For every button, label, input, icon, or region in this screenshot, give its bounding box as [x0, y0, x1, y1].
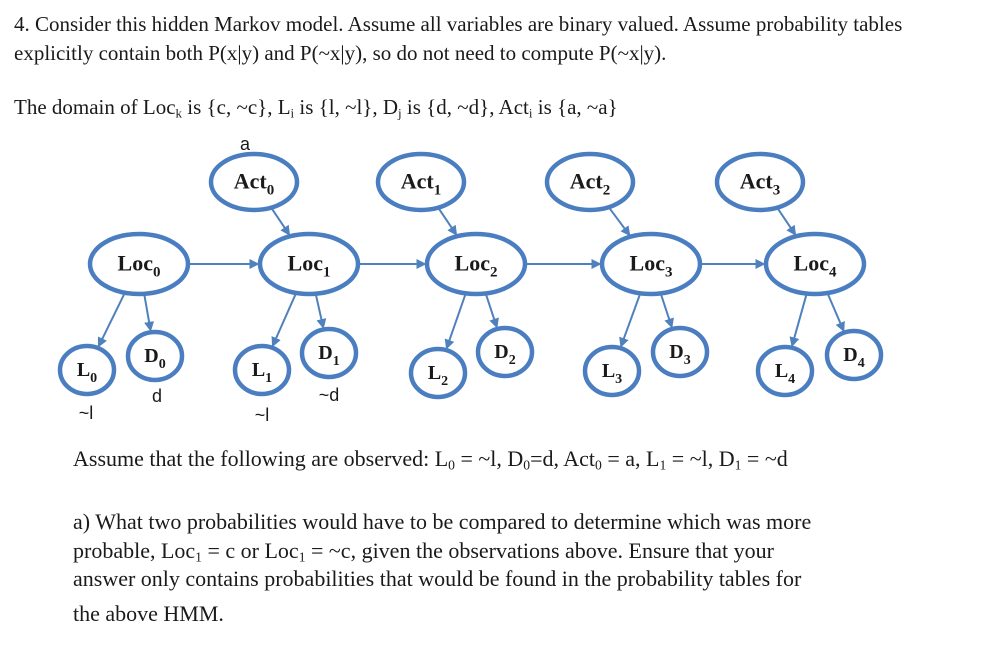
observations-statement: Assume that the following are observed: $L_0$ = ~l, $D_0=d$, Act$_0$ = a, $L_1$ = ~l, $D_1$ = ~d: [73, 446, 788, 473]
node-d1-label: $D_1$: [318, 342, 340, 369]
node-act3: [717, 154, 803, 210]
d0-value-note: d: [151, 386, 163, 406]
node-loc0: [90, 234, 188, 294]
act0-value-note: a: [239, 134, 251, 154]
part-a-line-2: probable, Loc$_1$ = c or Loc$_1$ = ~c, given the observations above. Ensure that your: [73, 538, 774, 565]
node-act3-label: Act$_3$: [739, 168, 781, 199]
l1-value-note: ~l: [254, 405, 270, 425]
edge-loc1-to-l1: [273, 293, 296, 345]
node-d3: [653, 328, 707, 376]
edge-loc0-to-d0: [144, 294, 150, 330]
node-d2: [478, 328, 532, 376]
node-l3: [585, 347, 639, 395]
node-act1: [378, 154, 464, 210]
edge-loc4-to-l4: [792, 294, 807, 346]
node-loc0-label: Loc$_0$: [117, 250, 161, 281]
node-loc3: [602, 234, 700, 294]
part-a-line-4: the above HMM.: [73, 601, 224, 626]
node-l4: [758, 347, 812, 395]
edge-act3-to-loc4: [777, 208, 795, 235]
node-l0-label: $L_0$: [76, 359, 98, 386]
d1-value-note: ~d: [318, 385, 340, 405]
node-act2: [547, 154, 633, 210]
node-d2-label: $D_2$: [494, 341, 516, 368]
node-l3-label: $L_3$: [601, 360, 623, 387]
edge-loc0-to-l0: [99, 293, 125, 346]
part-a-line-3: answer only contains probabilities that would be found in the probability tables for: [73, 566, 802, 591]
edge-loc2-to-l2: [447, 293, 466, 347]
node-act2-label: Act$_2$: [569, 168, 611, 199]
node-d1: [302, 329, 356, 377]
node-l2: [411, 349, 465, 397]
l0-value-note: ~l: [78, 403, 94, 423]
node-act0: [211, 154, 297, 210]
question-intro-line-1: 4. Consider this hidden Markov model. Assume all variables are binary valued. Assume probability tables: [14, 12, 903, 36]
node-l4-label: $L_4$: [774, 360, 796, 387]
edge-loc3-to-l3: [621, 293, 640, 346]
node-act0-label: Act$_0$: [233, 168, 275, 199]
node-l2-label: $L_2$: [427, 362, 449, 389]
node-loc2-label: Loc$_2$: [454, 250, 498, 281]
node-d0: [128, 332, 182, 380]
node-loc4: [766, 234, 864, 294]
node-loc1: [260, 234, 358, 294]
node-d4-label: $D_4$: [843, 344, 865, 371]
edge-loc4-to-d4: [827, 293, 843, 330]
node-d3-label: $D_3$: [669, 341, 691, 368]
edge-act1-to-loc2: [438, 208, 456, 235]
node-d0-label: $D_0$: [144, 345, 166, 372]
node-l0: [60, 346, 114, 394]
node-d4: [827, 331, 881, 379]
edge-loc1-to-d1: [316, 294, 323, 327]
node-l1-label: $L_1$: [251, 359, 273, 386]
edge-act0-to-loc1: [271, 208, 289, 235]
node-loc1-label: Loc$_1$: [287, 250, 331, 281]
diagram-nodes: [60, 154, 881, 397]
question-intro-line-2: explicitly contain both P(x|y) and P(~x|y), so do not need to compute P(~x|y).: [14, 41, 667, 65]
part-a-line-1: a) What two probabilities would have to be compared to determine which was more: [73, 509, 812, 534]
edge-act2-to-loc3: [609, 207, 629, 234]
node-loc4-label: Loc$_4$: [793, 250, 837, 281]
node-loc2: [427, 234, 525, 294]
edge-loc3-to-d3: [661, 293, 672, 326]
node-act1-label: Act$_1$: [400, 168, 442, 199]
domain-statement: The domain of Loc$_k$ is {c, ~c}, $L_i$ is {l, ~l}, $D_j$ is {d, ~d}, Act$_i$ is {a, ~a}: [14, 95, 618, 121]
node-l1: [235, 346, 289, 394]
node-loc3-label: Loc$_3$: [629, 250, 673, 281]
edge-loc2-to-d2: [486, 293, 497, 326]
